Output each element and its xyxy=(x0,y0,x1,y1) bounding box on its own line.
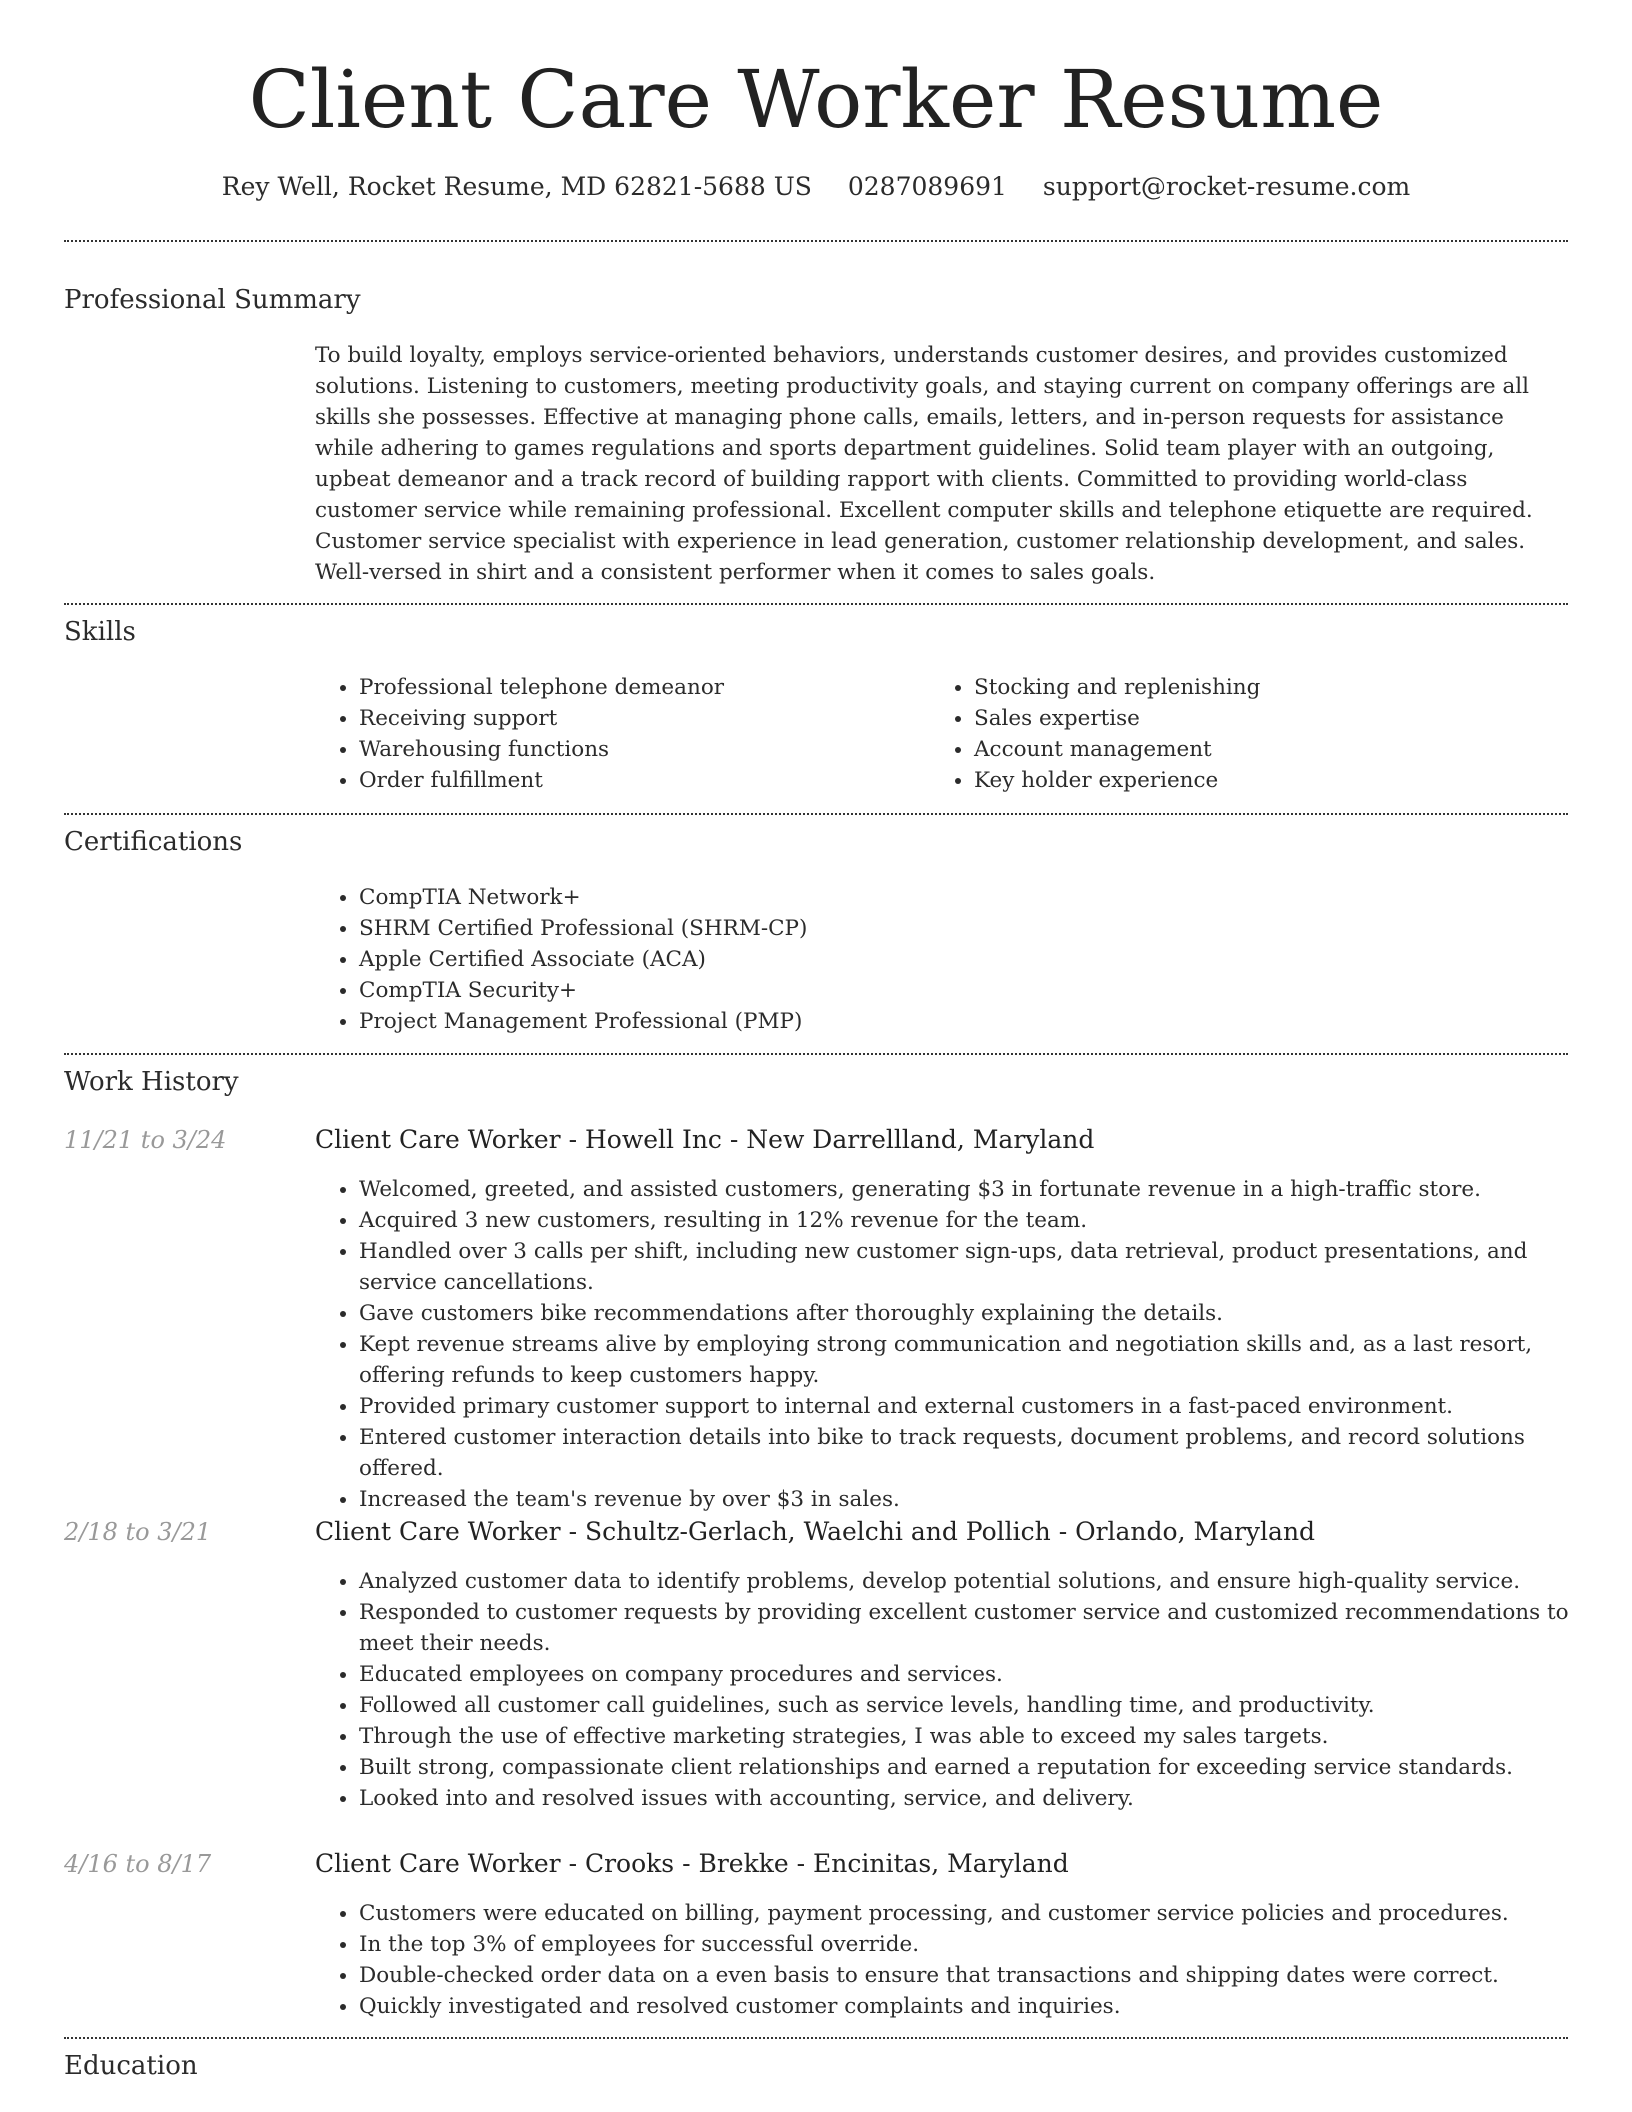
skill-item: • Sales expertise xyxy=(974,703,1574,734)
job-bullet: • In the top 3% of employees for successful override. xyxy=(359,1929,1612,1960)
divider xyxy=(64,2037,1568,2039)
skill-item: • Order fulfillment xyxy=(359,765,919,796)
skills-heading: Skills xyxy=(64,617,136,647)
job-bullet: • Kept revenue streams alive by employing strong communication and negotiation skills and, as a last resort, offering refunds to keep customers happy. xyxy=(359,1329,1612,1391)
job-bullet: • Built strong, compassionate client relationships and earned a reputation for exceeding service standards. xyxy=(359,1752,1612,1783)
contact-line xyxy=(0,170,1632,204)
contact-phone: 0287089691 xyxy=(847,172,1007,201)
certification-item: • SHRM Certified Professional (SHRM-CP) xyxy=(359,913,1559,944)
skill-item: • Account management xyxy=(974,734,1574,765)
skill-item: • Warehousing functions xyxy=(359,734,919,765)
certification-item: • CompTIA Security+ xyxy=(359,975,1559,1006)
certifications-list xyxy=(315,882,1559,1037)
divider xyxy=(64,603,1568,605)
job-bullet: • Analyzed customer data to identify problems, develop potential solutions, and ensure high-quality service. xyxy=(359,1566,1612,1597)
job-bullet: • Gave customers bike recommendations after thoroughly explaining the details. xyxy=(359,1298,1612,1329)
job-bullet: • Increased the team's revenue by over $3 in sales. xyxy=(359,1484,1612,1515)
skills-list-right xyxy=(930,672,1574,796)
job-dates: 4/16 to 8/17 xyxy=(64,1850,212,1878)
job-bullet: • Educated employees on company procedures and services. xyxy=(359,1659,1612,1690)
job-bullets xyxy=(315,1174,1612,1515)
job-bullet: • Quickly investigated and resolved customer complaints and inquiries. xyxy=(359,1991,1612,2022)
job-bullet: • Acquired 3 new customers, resulting in 12% revenue for the team. xyxy=(359,1205,1612,1236)
job-bullet: • Responded to customer requests by providing excellent customer service and customized recommendations to meet their needs. xyxy=(359,1597,1612,1659)
summary-heading: Professional Summary xyxy=(64,285,361,315)
skill-item: • Professional telephone demeanor xyxy=(359,672,919,703)
job-bullet: • Through the use of effective marketing strategies, I was able to exceed my sales targets. xyxy=(359,1721,1612,1752)
contact-email[interactable]: support@rocket-resume.com xyxy=(1042,172,1411,201)
job-bullet: • Followed all customer call guidelines, such as service levels, handling time, and productivity. xyxy=(359,1690,1612,1721)
job-bullet: • Handled over 3 calls per shift, including new customer sign-ups, data retrieval, product presentations, and service cancellations. xyxy=(359,1236,1612,1298)
job-bullets xyxy=(315,1566,1612,1814)
skill-item: • Stocking and replenishing xyxy=(974,672,1574,703)
certifications-heading: Certifications xyxy=(64,827,243,857)
job-bullet: • Provided primary customer support to internal and external customers in a fast-paced environment. xyxy=(359,1391,1612,1422)
skill-item: • Receiving support xyxy=(359,703,919,734)
job-dates: 2/18 to 3/21 xyxy=(64,1518,212,1546)
divider xyxy=(64,813,1568,815)
job-bullet: • Looked into and resolved issues with accounting, service, and delivery. xyxy=(359,1783,1612,1814)
summary-text: To build loyalty, employs service-oriented behaviors, understands customer desires, and provides customized solutions. Listening to customers, meeting productivity goals, and staying current on company offerings are all skills she possesses. Effective at managing phone calls, emails, letters, and in-person requests for assistance while adhering to games regulations and sports department guidelines. Solid team player with an outgoing, upbeat demeanor and a track record of building rapport with clients. Committed to providing world-class customer service while remaining professional. Excellent computer skills and telephone etiquette are required. Customer service specialist with experience in lead generation, customer relationship development, and sales. Well-versed in shirt and a consistent performer when it comes to sales goals. xyxy=(315,343,1533,585)
job-bullets xyxy=(315,1898,1612,2022)
education-heading: Education xyxy=(64,2051,198,2081)
divider xyxy=(64,240,1568,242)
resume-title: Client Care Worker Resume xyxy=(248,53,1384,146)
certification-item: • Apple Certified Associate (ACA) xyxy=(359,944,1559,975)
divider xyxy=(64,1053,1568,1055)
job-title: Client Care Worker - Crooks - Brekke - Encinitas, Maryland xyxy=(315,1849,1069,1878)
skills-list-left xyxy=(315,672,919,796)
certification-item: • Project Management Professional (PMP) xyxy=(359,1006,1559,1037)
job-title: Client Care Worker - Schultz-Gerlach, Waelchi and Pollich - Orlando, Maryland xyxy=(315,1517,1316,1546)
job-bullet: • Welcomed, greeted, and assisted customers, generating $3 in fortunate revenue in a high-traffic store. xyxy=(359,1174,1612,1205)
skill-item: • Key holder experience xyxy=(974,765,1574,796)
work-history-heading: Work History xyxy=(64,1067,239,1097)
job-bullet: • Customers were educated on billing, payment processing, and customer service policies and procedures. xyxy=(359,1898,1612,1929)
contact-address: Rey Well, Rocket Resume, MD 62821-5688 US xyxy=(221,172,812,201)
job-dates: 11/21 to 3/24 xyxy=(64,1126,227,1154)
job-title: Client Care Worker - Howell Inc - New Darrellland, Maryland xyxy=(315,1125,1095,1154)
job-bullet: • Double-checked order data on a even basis to ensure that transactions and shipping dates were correct. xyxy=(359,1960,1612,1991)
job-bullet: • Entered customer interaction details into bike to track requests, document problems, and record solutions offered. xyxy=(359,1422,1612,1484)
certification-item: • CompTIA Network+ xyxy=(359,882,1559,913)
